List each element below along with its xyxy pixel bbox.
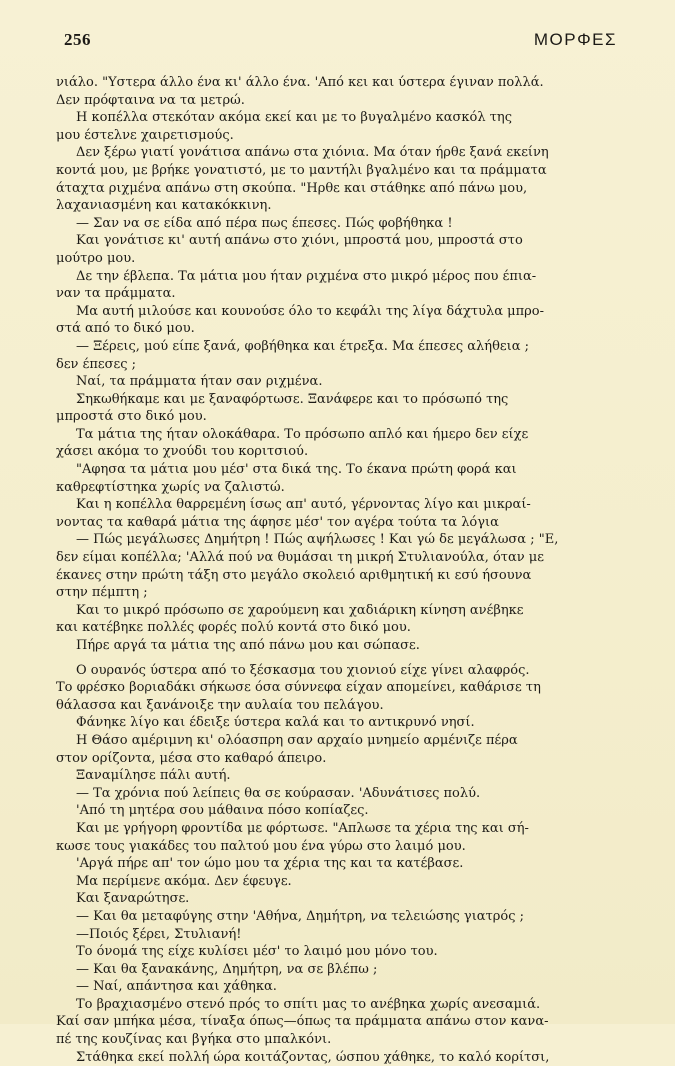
text-line: Στάθηκα εκεί πολλή ώρα κοιτάζοντας, ώσπου χάθηκε, το καλό κορίτσι, xyxy=(76,1049,550,1065)
text-line: — Πώς μεγάλωσες Δημήτρη ! Πώς αψήλωσες ! Και γώ δε μεγάλωσα ; "Ε, xyxy=(76,532,559,548)
text-line: — Ναί, απάντησα και χάθηκα. xyxy=(76,979,277,995)
text-line: ναν τα πράμματα. xyxy=(56,286,176,302)
text-line: Δε την έβλεπα. Τα μάτια μου ήταν ριχμένα στο μικρό μέρος που έπια- xyxy=(76,268,537,284)
text-line: και κατέβηκε πολλές φορές πολύ κοντά στο δικό μου. xyxy=(56,620,411,636)
text-line: —Ποιός ξέρει, Στυλιανή! xyxy=(76,926,242,942)
text-line: πέ της κουζίνας και βγήκα στο μπαλκόνι. xyxy=(56,1032,332,1048)
text-line: Καί σαν μπήκα μέσα, τίναξα όπως—όπως τα πράμματα απάνω στον κανα- xyxy=(56,1014,549,1030)
text-line: — Και θα ξανακάνης, Δημήτρη, να σε βλέπω ; xyxy=(76,961,378,977)
text-line: 'Αργά πήρε απ' τον ώμο μου τα χέρια της και τα κατέβασε. xyxy=(76,856,464,872)
text-line: Φάνηκε λίγο και έδειξε ύστερα καλά και το αντικρυνό νησί. xyxy=(76,715,475,731)
page-number: 256 xyxy=(64,30,91,49)
text-line: χάσει ακόμα το χνούδι του κοριτσιού. xyxy=(56,444,309,460)
text-line: Το βραχιασμένο στενό πρός το σπίτι μας το ανέβηκα χωρίς ανεσαμιά. xyxy=(76,996,541,1012)
text-line: Δεν ξέρω γιατί γονάτισα απάνω στα χιόνια. Μα όταν ήρθε ξανά εκείνη xyxy=(76,145,549,161)
text-line: μου έστελνε χαιρετισμούς. xyxy=(56,127,234,143)
text-line: Σηκωθήκαμε και με ξαναφόρτωσε. Ξανάφερε και το πρόσωπό της xyxy=(76,391,509,407)
text-line: κοντά μου, με βρήκε γονατιστό, με το μαντήλι βγαλμένο και τα πράμματα xyxy=(56,162,547,178)
text-line: Και με γρήγορη φροντίδα με φόρτωσε. "Απλωσε τα χέρια της και σή- xyxy=(76,820,529,836)
text-line: Ναί, τα πράμματα ήταν σαν ριχμένα. xyxy=(76,374,323,390)
text-line: Πήρε αργά τα μάτια της από πάνω μου και σώπασε. xyxy=(76,638,420,653)
text-line: δεν είμαι κοπέλλα; 'Αλλά πού να θυμάσαι τη μικρή Στυλιανούλα, όταν με xyxy=(56,550,544,566)
running-head: ΜΟΡΦΕΣ xyxy=(533,30,617,49)
text-line: Και ξαναρώτησε. xyxy=(76,891,190,907)
text-line: άταχτα ριχμένα απάνω στη σκούπα. "Ηρθε και στάθηκε από πάνω μου, xyxy=(56,180,528,196)
text-line: έκανες στην πρώτη τάξη στο μεγάλο σκολειό αριθμητική κι εσύ ήσουνα xyxy=(56,567,532,583)
text-line: καθρεφτίστηκα χωρίς να ζαλιστώ. xyxy=(56,479,285,495)
text-line: στην πέμπτη ; xyxy=(56,585,148,601)
text-line: στά από το δικό μου. xyxy=(56,321,195,337)
text-line: Μα περίμενε ακόμα. Δεν έφευγε. xyxy=(76,873,292,889)
text-line: Δεν πρόφταινα να τα μετρώ. xyxy=(56,92,245,108)
text-line: Η Θάσο αμέριμνη κι' ολόασπρη σαν αρχαίο μνημείο αρμένιζε πέρα xyxy=(76,732,518,748)
text-line: — Και θα μεταφύγης στην 'Αθήνα, Δημήτρη, να τελειώσης γιατρός ; xyxy=(76,908,525,924)
text-line: μπροστά στο δικό μου. xyxy=(56,409,207,425)
text-line: θάλασσα και ξανάνοιξε την αυλαία του πελάγου. xyxy=(56,697,384,713)
text-line: στον ορίζοντα, μέσα στο καθαρό άπειρο. xyxy=(56,750,327,766)
text-line: Ξαναμίλησε πάλι αυτή. xyxy=(76,768,231,784)
text-line: κωσε τους γιακάδες του παλτού μου ένα γύρω στο λαιμό μου. xyxy=(56,838,466,854)
text-line: Το φρέσκο βοριαδάκι σήκωσε όσα σύννεφα είχαν απομείνει, καθάρισε τη xyxy=(56,680,541,696)
text-line: Και γονάτισε κι' αυτή απάνω στο χιόνι, μπροστά μου, μπροστά στο xyxy=(76,233,523,249)
text-line: Η κοπέλλα στεκόταν ακόμα εκεί και με το βυγαλμένο κασκόλ της xyxy=(76,110,512,126)
text-line: "Αφησα τα μάτια μου μέσ' στα δικά της. Το έκανα πρώτη φορά και xyxy=(76,462,517,478)
page-header xyxy=(0,30,675,54)
text-line: λαχανιασμένη και κατακόκκινη. xyxy=(56,198,272,214)
text-line: — Τα χρόνια πού λείπεις θα σε κούρασαν. 'Αδυνάτισες πολύ. xyxy=(76,785,481,801)
text-line: νιάλο. "Υστερα άλλο ένα κι' άλλο ένα. 'Από κει και ύστερα έγιναν πολλά. xyxy=(56,75,544,90)
text-line: — Σαν να σε είδα από πέρα πως έπεσες. Πώς φοβήθηκα ! xyxy=(76,215,453,231)
text-line: Και το μικρό πρόσωπο σε χαρούμενη και χαδιάρικη κίνηση ανέβηκε xyxy=(76,602,524,618)
text-line: δεν έπεσες ; xyxy=(56,356,137,372)
text-line: Και η κοπέλλα θαρρεμένη ίσως απ' αυτό, γέρνοντας λίγο και μικραί- xyxy=(76,497,531,513)
text-line: Ο ουρανός ύστερα από το ξέσκασμα του χιονιού είχε γίνει αλαφρός. xyxy=(76,662,530,678)
text-line: Το όνομά της είχε κυλίσει μέσ' το λαιμό μου μόνο του. xyxy=(76,944,438,960)
text-line: — Ξέρεις, μού είπε ξανά, φοβήθηκα και έτρεξα. Μα έπεσες αλήθεια ; xyxy=(76,338,530,354)
text-line: Τα μάτια της ήταν ολοκάθαρα. Το πρόσωπο απλό και ήμερο δεν είχε xyxy=(76,426,529,442)
body-text xyxy=(56,74,631,1066)
text-line: Μα αυτή μιλούσε και κουνούσε όλο το κεφάλι της λίγα δάχτυλα μπρο- xyxy=(76,303,545,319)
text-line: 'Από τη μητέρα σου μάθαινα πόσο κοπίαζες. xyxy=(76,803,369,819)
text-line: μούτρο μου. xyxy=(56,250,136,266)
text-line: νοντας τα καθαρά μάτια της άφησε μέσ' τον αγέρα τούτα τα λόγια xyxy=(56,514,499,530)
